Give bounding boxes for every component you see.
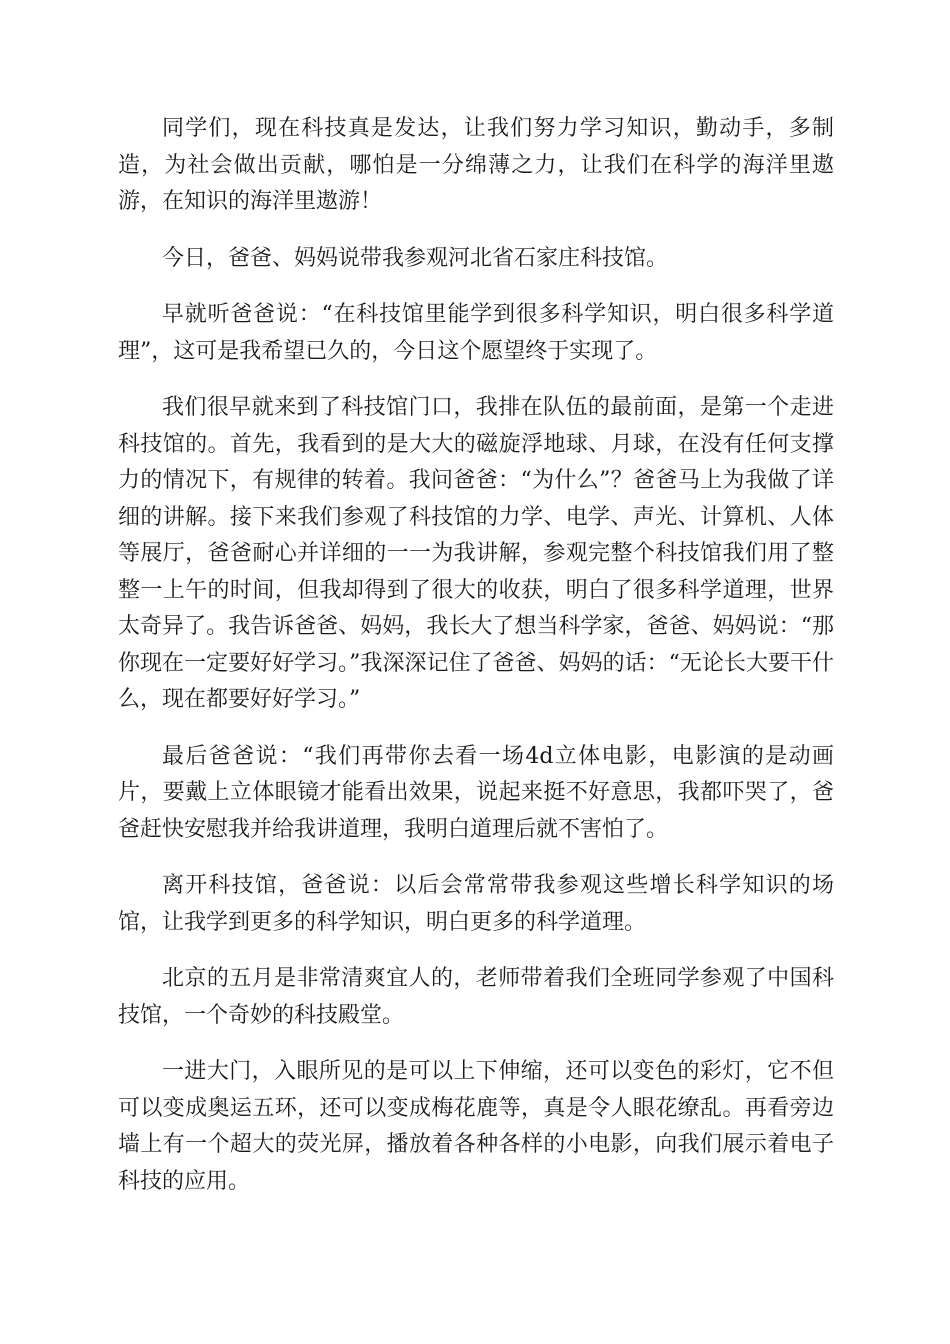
- paragraph-8: 一进大门，入眼所见的是可以上下伸缩，还可以变色的彩灯，它不但可以变成奥运五环，还可以变成梅花鹿等，真是令人眼花缭乱。再看旁边墙上有一个超大的荧光屏，播放着各种各样的小电影，向我们展示着电子科技的应用。: [118, 1059, 834, 1194]
- paragraph-3: 早就听爸爸说：“在科技馆里能学到很多科学知识，明白很多科学道理”，这可是我希望已久的，今日这个愿望终于实现了。: [118, 302, 834, 364]
- paragraph-1: 同学们，现在科技真是发达，让我们努力学习知识，勤动手，多制造，为社会做出贡献，哪怕是一分绵薄之力，让我们在科学的海洋里遨游，在知识的海洋里遨游！: [118, 116, 834, 214]
- document-page: [118, 111, 834, 1220]
- paragraph-2: 今日，爸爸、妈妈说带我参观河北省石家庄科技馆。: [162, 245, 669, 271]
- paragraph-5: 最后爸爸说：“我们再带你去看一场4d立体电影，电影演的是动画片，要戴上立体眼镜才能看出效果，说起来挺不好意思，我都吓哭了，爸爸赶快安慰我并给我讲道理，我明白道理后就不害怕了。: [118, 743, 834, 842]
- paragraph-7: 北京的五月是非常清爽宜人的，老师带着我们全班同学参观了中国科技馆，一个奇妙的科技殿堂。: [118, 966, 834, 1028]
- paragraph-4: 我们很早就来到了科技馆门口，我排在队伍的最前面，是第一个走进科技馆的。首先，我看到的是大大的磁旋浮地球、月球，在没有任何支撑力的情况下，有规律的转着。我问爸爸：“为什么”？爸爸马上为我做了详细的讲解。接下来我们参观了科技馆的力学、电学、声光、计算机、人体等展厅，爸爸耐心并详细的一一为我讲解，参观完整个科技馆我们用了整整一上午的时间，但我却得到了很大的收获，明白了很多科学道理，世界太奇异了。我告诉爸爸、妈妈，我长大了想当科学家，爸爸、妈妈说：“那你现在一定要好好学习。”我深深记住了爸爸、妈妈的话：“无论长大要干什么，现在都要好好学习。”: [118, 395, 834, 712]
- paragraph-6: 离开科技馆，爸爸说：以后会常常带我参观这些增长科学知识的场馆，让我学到更多的科学知识，明白更多的科学道理。: [118, 873, 834, 935]
